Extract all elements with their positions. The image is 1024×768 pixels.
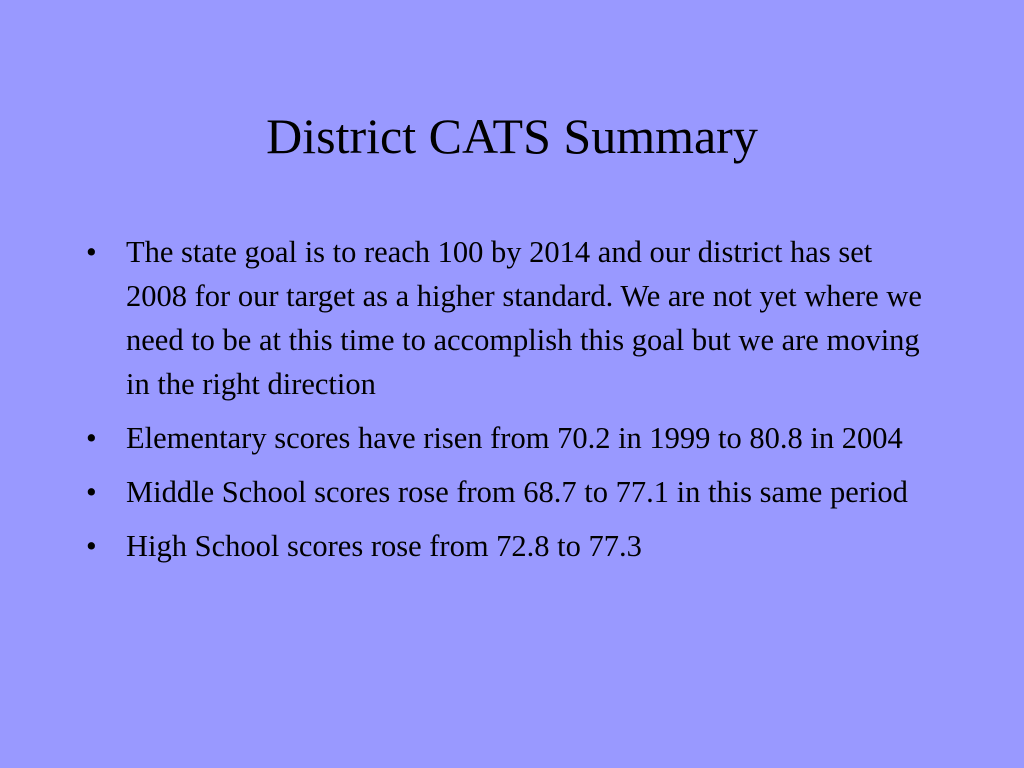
bullet-item-goal bbox=[86, 230, 936, 406]
bullet-text: Middle School scores rose from 68.7 to 77.1 in this same period bbox=[126, 475, 908, 509]
bullet-marker: • bbox=[86, 529, 97, 563]
bullet-item-elementary bbox=[86, 416, 936, 460]
slide-title: District CATS Summary bbox=[266, 108, 758, 164]
bullet-marker: • bbox=[86, 421, 97, 455]
bullet-list bbox=[86, 230, 936, 578]
bullet-item-middle-school bbox=[86, 470, 936, 514]
bullet-item-high-school bbox=[86, 524, 936, 568]
bullet-text: Elementary scores have risen from 70.2 in 1999 to 80.8 in 2004 bbox=[126, 421, 903, 455]
bullet-text: The state goal is to reach 100 by 2014 and our district has set 2008 for our target as a higher standard. We are not yet where we need to be at this time to accomplish this goal but we are moving in the right direction bbox=[126, 235, 922, 401]
bullet-text: High School scores rose from 72.8 to 77.3 bbox=[126, 529, 642, 563]
bullet-marker: • bbox=[86, 475, 97, 509]
bullet-marker: • bbox=[86, 235, 97, 269]
